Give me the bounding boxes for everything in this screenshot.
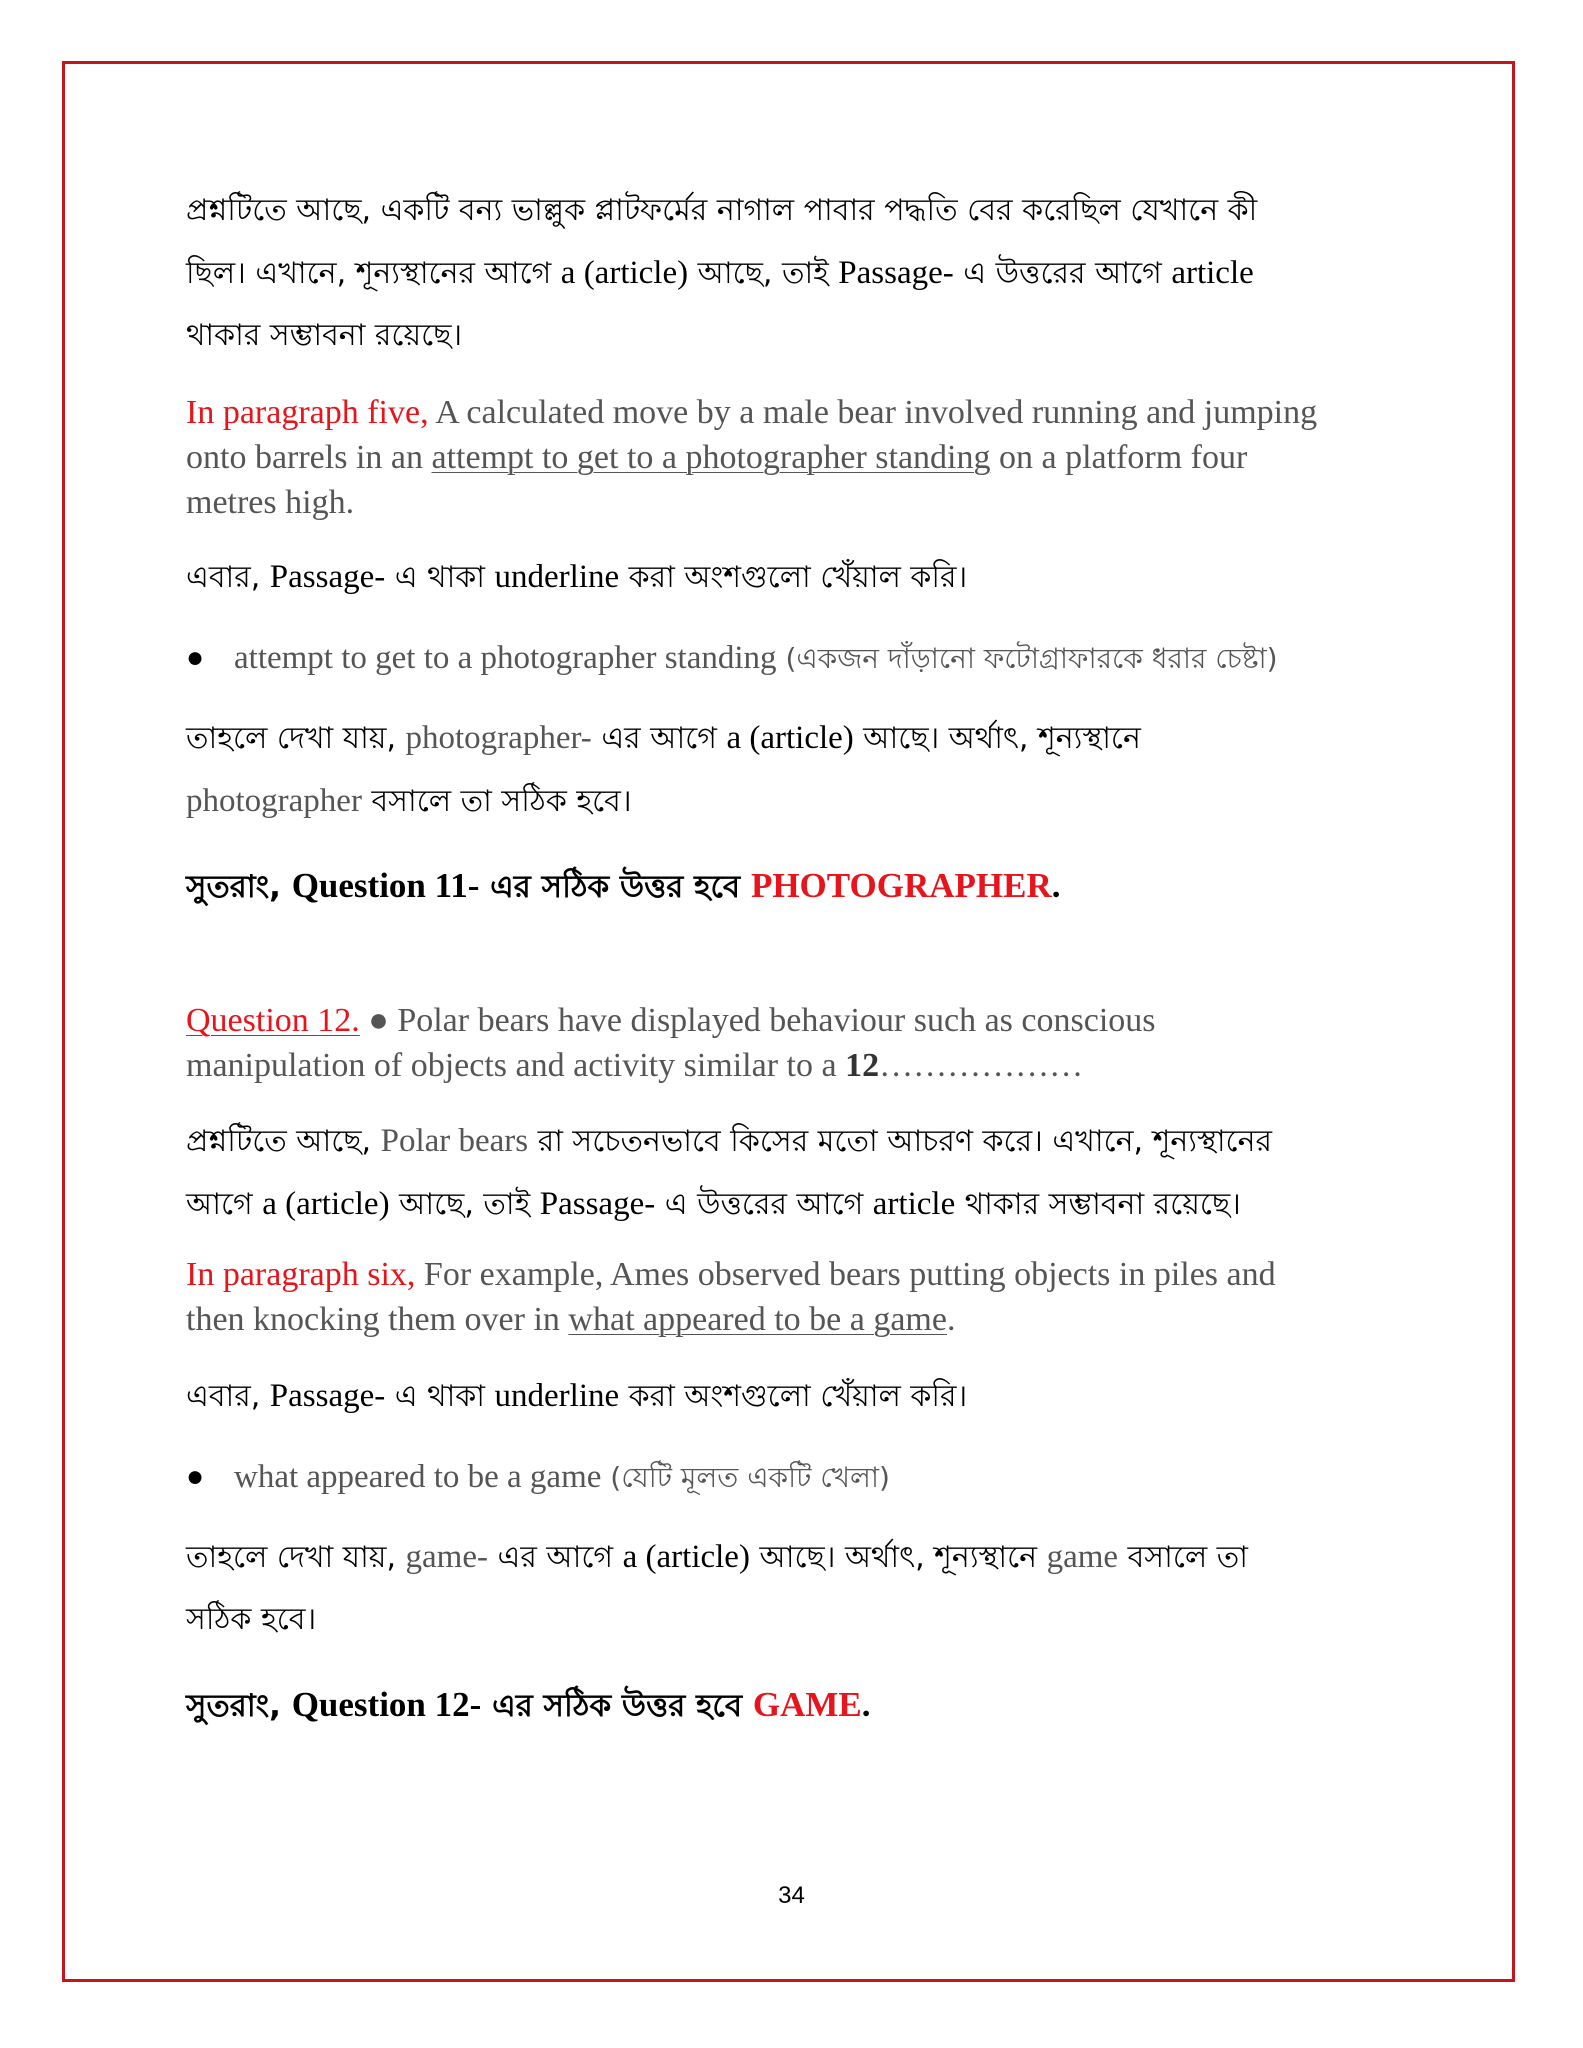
q11-bullet-line: ● attempt to get to a photographer standing (একজন দাঁড়ানো ফটোগ্রাফারকে ধরার চেষ্টা) [186, 627, 1416, 690]
q12-bangla-intro [186, 1110, 1416, 1236]
q12-bullet [186, 1446, 1416, 1509]
q11-intro-line-3: থাকার সম্ভাবনা রয়েছে। [186, 318, 463, 353]
q12-intro-line-1: প্রশ্নটিতে আছে, Polar bears রা সচেতনভাবে কিসের মতো আচরণ করে। এখানে, শূন্যস্থানের [186, 1123, 1272, 1159]
q12-look-note [186, 1365, 1416, 1428]
q12-conclusion-line-2: সঠিক হবে। [186, 1602, 317, 1637]
q12-answer-word: GAME [752, 1685, 862, 1724]
q11-answer-line: সুতরাং, Question 11- এর সঠিক উত্তর হবে PHOTOGRAPHER. [186, 866, 1061, 905]
q11-bullet [186, 627, 1416, 690]
q11-answer [186, 855, 1416, 918]
q12-question [186, 998, 1416, 1088]
page-number: 34 [778, 1882, 805, 1909]
q11-quote-line-1: In paragraph five, A calculated move by a male bear involved running and jumping [186, 394, 1318, 431]
q12-intro-line-2: আগে a (article) আছে, তাই Passage- এ উত্তরের আগে article থাকার সম্ভাবনা রয়েছে। [186, 1186, 1241, 1222]
q12-look-line: এবার, Passage- এ থাকা underline করা অংশগুলো খেঁয়াল করি। [186, 1378, 968, 1414]
q11-look-line: এবার, Passage- এ থাকা underline করা অংশগুলো খেঁয়াল করি। [186, 559, 968, 595]
q12-underlined-phrase: what appeared to be a game [568, 1301, 947, 1338]
q12-answer [186, 1674, 1416, 1737]
q12-conclusion-line-1: তাহলে দেখা যায়, game- এর আগে a (article) আছে। অর্থাৎ, শূন্যস্থানে game বসালে তা [186, 1539, 1248, 1575]
question-12-label: Question 12. [186, 1002, 360, 1039]
bullet-icon: ● [186, 1460, 205, 1493]
paragraph-five-label: In paragraph five, [186, 394, 429, 431]
q11-conclusion-line-2: photographer বসালে তা সঠিক হবে। [186, 783, 632, 819]
q12-quote-line-2: then knocking them over in what appeared to be a game. [186, 1301, 956, 1338]
q12-question-line-2: manipulation of objects and activity similar to a 12……………… [186, 1047, 1084, 1084]
q11-look-note [186, 546, 1416, 609]
q11-underlined-phrase: attempt to get to a photographer standing [431, 439, 991, 476]
q12-conclusion [186, 1526, 1416, 1651]
q12-passage-quote [186, 1252, 1416, 1342]
q11-intro-line-2: ছিল। এখানে, শূন্যস্থানের আগে a (article) আছে, তাই Passage- এ উত্তরের আগে article [186, 255, 1254, 291]
q12-answer-line: সুতরাং, Question 12- এর সঠিক উত্তর হবে GAME. [186, 1685, 871, 1724]
q11-conclusion-line-1: তাহলে দেখা যায়, photographer- এর আগে a (article) আছে। অর্থাৎ, শূন্যস্থানে [186, 720, 1141, 756]
q12-question-line-1: Question 12. ● Polar bears have displayed behaviour such as conscious [186, 1002, 1156, 1039]
q11-quote-line-3: metres high. [186, 484, 355, 521]
paragraph-six-label: In paragraph six, [186, 1256, 416, 1293]
q12-bullet-line: ● what appeared to be a game (যেটি মূলত একটি খেলা) [186, 1446, 1416, 1509]
q11-intro-line-1: প্রশ্নটিতে আছে, একটি বন্য ভাল্লুক প্লাটফর্মের নাগাল পাবার পদ্ধতি বের করেছিল যেখানে কী [186, 193, 1258, 228]
q11-passage-quote [186, 390, 1416, 525]
q11-conclusion [186, 707, 1416, 833]
q11-bangla-intro [186, 180, 1416, 367]
q11-quote-line-2: onto barrels in an attempt to get to a photographer standing on a platform four [186, 439, 1248, 476]
q11-answer-word: PHOTOGRAPHER [750, 866, 1052, 905]
bullet-icon: ● [186, 641, 205, 674]
q12-quote-line-1: In paragraph six, For example, Ames observed bears putting objects in piles and [186, 1256, 1276, 1293]
